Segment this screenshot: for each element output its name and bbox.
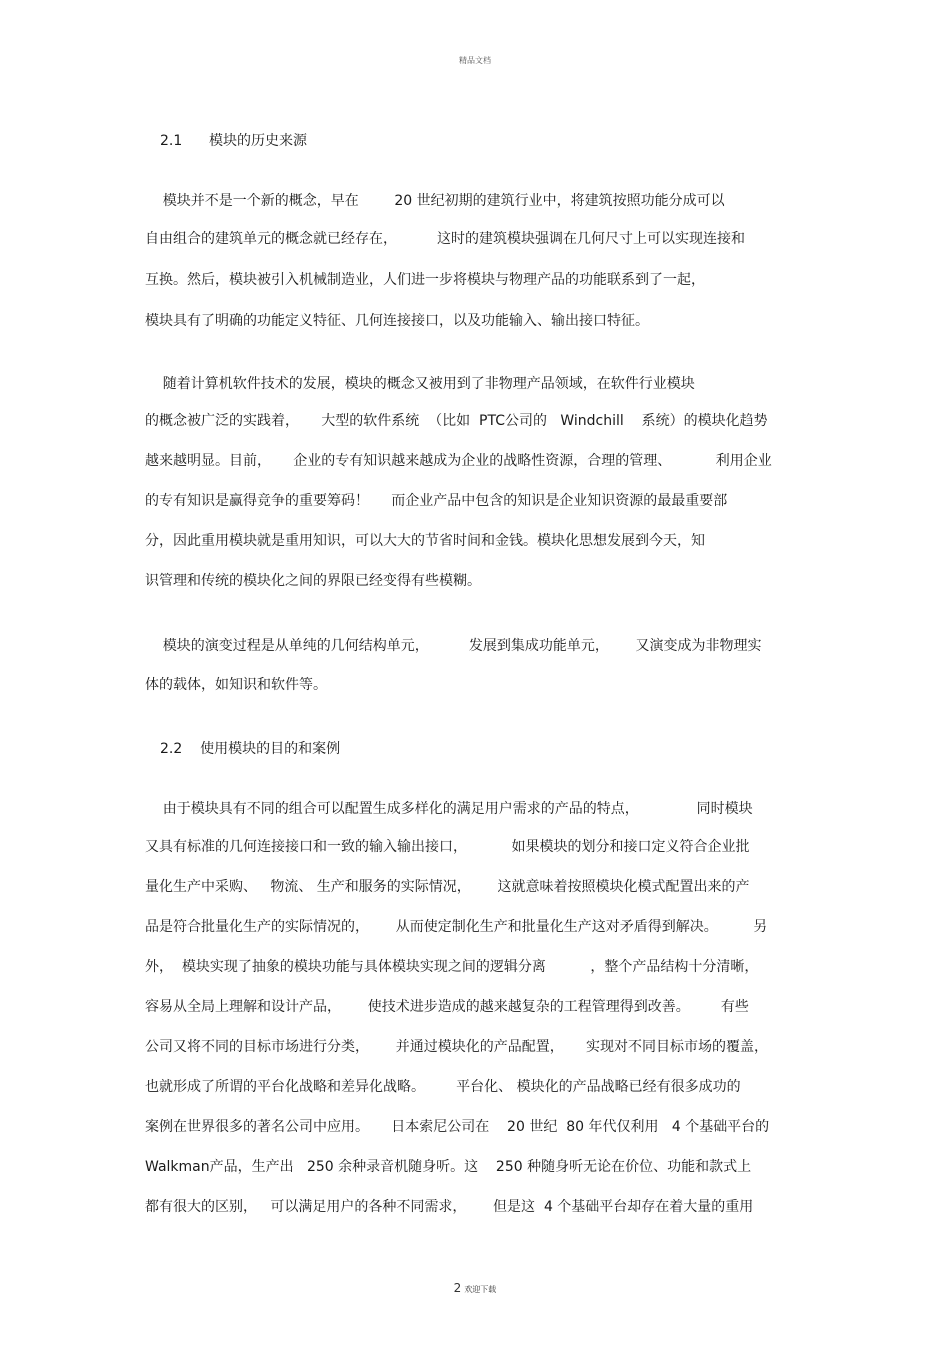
text-line: 容易从全局上理解和设计产品， 使技术进步造成的越来越复杂的工程管理得到改善。 有些: [145, 999, 749, 1015]
text-line: 品是符合批量化生产的实际情况的， 从而使定制化生产和批量化生产这对矛盾得到解决。 另: [145, 919, 768, 935]
text-line: 模块的演变过程是从单纯的几何结构单元， 发展到集成功能单元， 又演变成为非物理实: [145, 638, 762, 654]
text-line: 分，因此重用模块就是重用知识，可以大大的节省时间和金钱。模块化思想发展到今天，知: [145, 533, 705, 549]
text-line: 模块并不是一个新的概念，早在 20 世纪初期的建筑行业中，将建筑按照功能分成可以: [145, 193, 725, 209]
text-line: 外， 模块实现了抽象的模块功能与具体模块实现之间的逻辑分离 ，整个产品结构十分清晰，: [145, 959, 759, 975]
text-line: 案例在世界很多的著名公司中应用。 日本索尼公司在 20 世纪 80 年代仅利用 4 个基础平台的: [145, 1119, 770, 1135]
text-line: 越来越明显。目前， 企业的专有知识越来越成为企业的战略性资源，合理的管理、 利用企业: [145, 453, 772, 469]
text-line: 的专有知识是赢得竞争的重要筹码！ 而企业产品中包含的知识是企业知识资源的最最重要部: [145, 493, 728, 509]
text-line: 由于模块具有不同的组合可以配置生成多样化的满足用户需求的产品的特点， 同时模块: [145, 801, 753, 817]
section-heading-2-1: 2.1 模块的历史来源: [160, 133, 307, 149]
text-line: 都有很大的区别， 可以满足用户的各种不同需求， 但是这 4 个基础平台却存在着大量的重用: [145, 1199, 754, 1215]
text-line: 互换。然后，模块被引入机械制造业，人们进一步将模块与物理产品的功能联系到了一起，: [145, 272, 705, 288]
text-line: 量化生产中采购、 物流、 生产和服务的实际情况， 这就意味着按照模块化模式配置出来的产: [145, 879, 750, 895]
text-line: 公司又将不同的目标市场进行分类， 并通过模块化的产品配置， 实现对不同目标市场的覆盖，: [145, 1039, 768, 1055]
footer-text: 欢迎下载: [464, 1285, 497, 1294]
text-line: 体的载体，如知识和软件等。: [145, 677, 327, 693]
page-footer: [0, 1281, 950, 1295]
text-line: 的概念被广泛的实践着， 大型的软件系统 （比如 PTC公司的 Windchill 系统）的模块化趋势: [145, 413, 768, 429]
page-header: 精品文档: [459, 56, 491, 65]
page-number: 2: [453, 1281, 462, 1295]
text-line: 又具有标准的几何连接接口和一致的输入输出接口， 如果模块的划分和接口定义符合企业批: [145, 839, 750, 855]
section-heading-2-2: 2.2 使用模块的目的和案例: [160, 741, 341, 757]
text-line: Walkman产品，生产出 250 余种录音机随身听。这 250 种随身听无论在价位、功能和款式上: [145, 1159, 752, 1175]
text-line: 自由组合的建筑单元的概念就已经存在， 这时的建筑模块强调在几何尺寸上可以实现连接和: [145, 231, 746, 247]
text-line: 模块具有了明确的功能定义特征、几何连接接口，以及功能输入、输出接口特征。: [145, 313, 649, 329]
text-line: 随着计算机软件技术的发展，模块的概念又被用到了非物理产品领域，在软件行业模块: [145, 376, 695, 392]
text-line: 也就形成了所谓的平台化战略和差异化战略。 平台化、 模块化的产品战略已经有很多成功的: [145, 1079, 741, 1095]
text-line: 识管理和传统的模块化之间的界限已经变得有些模糊。: [145, 573, 481, 589]
